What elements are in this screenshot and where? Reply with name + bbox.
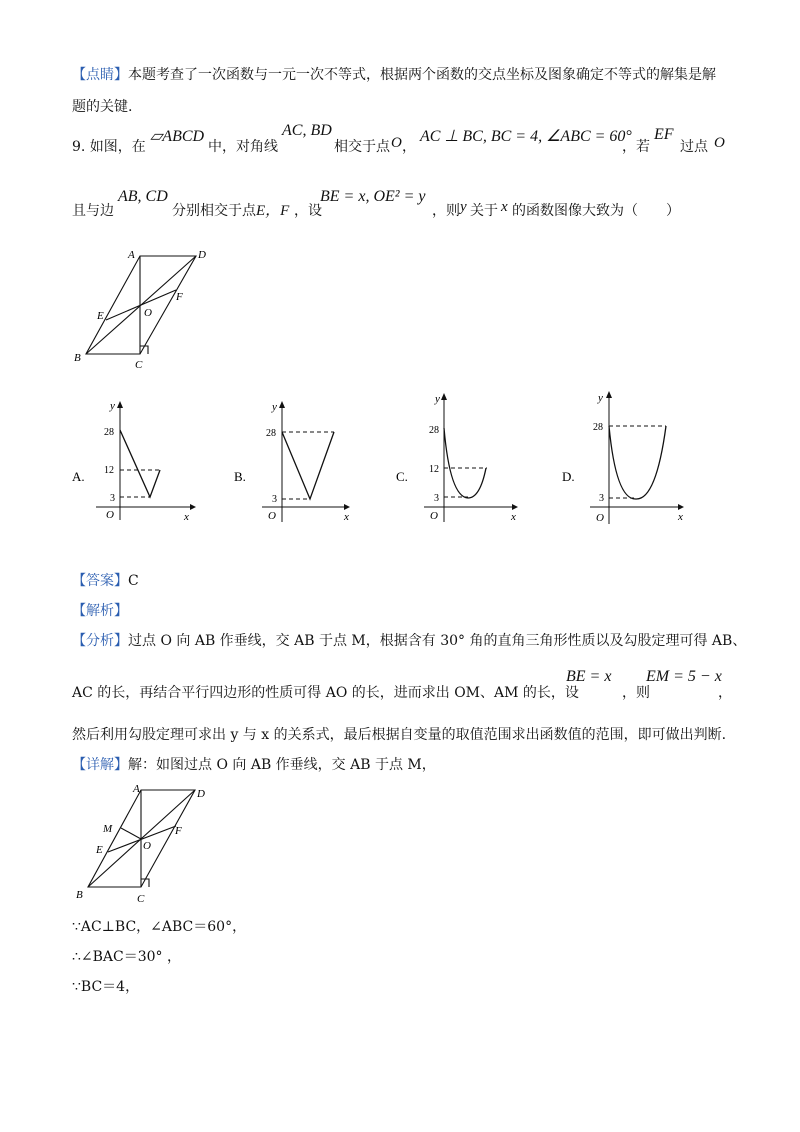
detail-step-1: ∵AC⊥BC，∠ABC＝60°，: [72, 919, 247, 935]
option-a-xlabel: x: [184, 511, 189, 523]
note-line-2: 题的关键.: [72, 99, 133, 115]
question-shape: ▱ABCD: [150, 128, 205, 145]
option-d-letter: D.: [562, 469, 575, 484]
question-text-2: 相交于点: [334, 139, 390, 155]
option-b-tick-28: 28: [266, 428, 276, 439]
label2-o: O: [143, 840, 151, 852]
question-point-o: O: [391, 135, 402, 151]
label-o: O: [144, 307, 152, 319]
detail-text-1: 解：如图过点 O 向 AB 作垂线，交 AB 于点 M，: [128, 757, 436, 773]
analysis-text-1: 过点 O 向 AB 作垂线，交 AB 于点 M，根据含有 30° 角的直角三角形性质以及勾股定理可得 AB、: [128, 633, 747, 649]
detail-tag: 【详解】: [72, 757, 128, 773]
answer-line: [72, 570, 139, 590]
question-text-1: 中，对角线: [208, 139, 278, 155]
option-c-origin: O: [430, 510, 438, 522]
question-line2-e: 关于: [470, 203, 498, 219]
question-variables: BE = x, OE² = y: [320, 188, 426, 205]
option-d-graph: [560, 386, 690, 526]
question-line2-f: 的函数图像大致为（ ）: [512, 203, 680, 219]
option-b-ylabel: y: [272, 401, 277, 413]
option-a-tick-12: 12: [104, 465, 114, 476]
label-b: B: [74, 352, 81, 364]
parallelogram-figure: [70, 246, 220, 376]
analysis-line-2: AC 的长，再结合平行四边形的性质可得 AO 的长，进而求出 OM、AM 的长，设: [72, 685, 579, 701]
option-a-tick-3: 3: [110, 493, 115, 504]
option-a-origin: O: [106, 509, 114, 521]
question-line2-b: 分别相交于点: [172, 203, 256, 219]
option-a-tick-28: 28: [104, 427, 114, 438]
option-c-letter: C.: [396, 469, 408, 484]
option-c-tick-12: 12: [429, 464, 439, 475]
option-c-tick-28: 28: [429, 425, 439, 436]
label2-f: F: [175, 825, 182, 837]
option-b-letter: B.: [234, 469, 246, 484]
question-text-4: 过点: [680, 139, 708, 155]
jiexi-tag: 【解析】: [72, 603, 128, 619]
option-d-tick-28: 28: [593, 422, 603, 433]
label2-c: C: [137, 893, 145, 905]
question-number: 9. 如图，在: [72, 139, 146, 155]
analysis-then: ，则: [622, 685, 650, 701]
option-a-ylabel: y: [110, 400, 115, 412]
answer-tag: 【答案】: [72, 573, 128, 589]
detail-step-2: ∴∠BAC＝30° ，: [72, 949, 182, 965]
label-d: D: [198, 249, 206, 261]
analysis-eq-em: EM = 5 − x: [646, 668, 722, 685]
option-d-tick-3: 3: [599, 493, 604, 504]
question-ef-points: E，F: [256, 203, 290, 219]
option-b-xlabel: x: [344, 511, 349, 523]
option-b-tick-3: 3: [272, 494, 277, 505]
option-d-origin: O: [596, 512, 604, 524]
question-y: y: [460, 199, 467, 215]
label2-a: A: [133, 783, 140, 795]
question-text-3: ，若: [622, 139, 650, 155]
option-d-ylabel: y: [598, 392, 603, 404]
question-line2-d: ，则: [432, 203, 460, 219]
label2-d: D: [197, 788, 205, 800]
detail-line-1: [72, 754, 436, 774]
note-text-1: 本题考查了一次函数与一元一次不等式，根据两个函数的交点坐标及图象确定不等式的解集是解: [128, 67, 716, 83]
parallelogram-figure-2: [70, 780, 220, 910]
question-x: x: [501, 199, 508, 215]
label-f: F: [176, 291, 183, 303]
question-ef: EF: [654, 126, 674, 143]
analysis-eq-be: BE = x: [566, 668, 612, 685]
option-c-ylabel: y: [435, 393, 440, 405]
option-a-graph: [70, 394, 200, 526]
question-sides: AB, CD: [118, 188, 168, 205]
detail-step-3: ∵BC＝4，: [72, 979, 140, 995]
analysis-line-1: [72, 630, 746, 650]
note-tag: 【点睛】: [72, 67, 128, 83]
question-conditions: AC ⊥ BC, BC = 4, ∠ABC = 60°: [420, 128, 632, 145]
label2-b: B: [76, 889, 83, 901]
option-a-letter: A.: [72, 469, 85, 484]
label2-e: E: [96, 844, 103, 856]
option-d-xlabel: x: [678, 511, 683, 523]
answer-value: C: [128, 573, 139, 589]
analysis-tag: 【分析】: [72, 633, 128, 649]
label2-m: M: [103, 823, 113, 835]
option-b-origin: O: [268, 510, 276, 522]
label-e: E: [97, 310, 104, 322]
analysis-comma: ，: [718, 685, 732, 701]
label-a: A: [128, 249, 135, 261]
question-line2-c: ，设: [294, 203, 322, 219]
question-diagonals: AC, BD: [282, 122, 332, 139]
note-line-1: [72, 64, 716, 84]
label-c: C: [135, 359, 143, 371]
option-b-graph: [232, 394, 362, 526]
analysis-line-3: 然后利用勾股定理可求出 y 与 x 的关系式，最后根据自变量的取值范围求出函数值的范围，即可做出判断.: [72, 727, 727, 743]
option-c-tick-3: 3: [434, 493, 439, 504]
question-line2-a: 且与边: [72, 203, 114, 219]
option-c-graph: [394, 390, 524, 526]
question-comma: ，: [402, 139, 416, 155]
question-point-o-2: O: [714, 135, 725, 151]
option-c-xlabel: x: [511, 511, 516, 523]
